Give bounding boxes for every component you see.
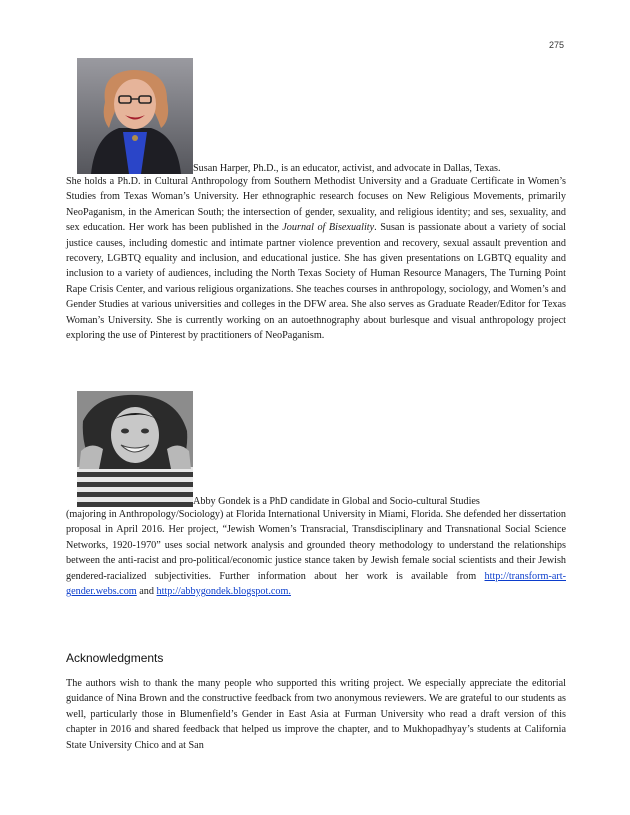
bio-text: (majoring in Anthropology/Sociology) at Florida International University in Miami, Florida. She defended her dissertation proposal in April 2016. Her project, “Jewish Women’s Transracial, Transdisciplinary and Transnational Social Science Networks, 1920-1970” uses social network analysis and grounded theory methodology to understand the relationships between the anti-racist and pro-political/economic justice stance taken by Jewish female social scientists and their Jewish gendered-racialized subjectivities. Further information about her work is available from xyxy=(66,509,566,582)
portrait-photo-susan-harper xyxy=(77,58,193,174)
bio-lead-sentence: Abby Gondek is a PhD candidate in Global and Socio-cultural Studies xyxy=(193,496,480,507)
acknowledgments-section xyxy=(66,676,566,753)
bio-text-part-1: She holds a Ph.D. in Cultural Anthropology from Southern Methodist University and a Graduate Certificate in Women’s Studies from Texas Woman’s University. Her ethnographic research focuses on New Religious Movements, primarily NeoPaganism, in the American South; the intersection of gender, sexuality, and religious identity; and ses, sexuality, and sex education. Her work has been published in the xyxy=(66,176,566,234)
bio-photo-row xyxy=(66,58,566,174)
portrait-image xyxy=(77,391,193,507)
bio-abby-gondek xyxy=(66,391,566,599)
bio-body xyxy=(66,174,566,343)
portrait-photo-abby-gondek xyxy=(77,391,193,507)
link-transform-art-gender[interactable]: http://transform-art-gender.webs.com xyxy=(66,570,566,598)
link-abby-gondek-blog[interactable]: http://abbygondek.blogspot.com. xyxy=(156,586,291,598)
bio-photo-row xyxy=(66,391,566,507)
bio-text-part-2: . Susan is passionate about a variety of social justice causes, including domestic and intimate partner violence prevention and recovery, sexual assault prevention and recovery, LGBTQ equality and inclusion, and educational justice. She has given presentations on LGBTQ equality and inclusion to a variety of audiences, including the North Texas Society of Human Resource Managers, The Turning Point Rape Crisis Center, and various religious organizations. She teaches courses in anthropology, sociology, and Women’s and Gender Studies at various universities and colleges in the DFW area. She also serves as Graduate Reader/Editor for Texas Woman’s University. She is currently working on an autoethnography about burlesque and visual anthropology project exploring the use of Pinterest by practitioners of NeoPaganism. xyxy=(66,222,566,342)
bio-body xyxy=(66,507,566,599)
bio-lead-sentence: Susan Harper, Ph.D., is an educator, activist, and advocate in Dallas, Texas. xyxy=(193,163,501,174)
page-number: 275 xyxy=(548,40,564,50)
acknowledgments-text: The authors wish to thank the many people who supported this writing project. We especially appreciate the editorial guidance of Nina Brown and the constructive feedback from two anonymous reviewers. We are grateful to our students as well, particularly those in Blumenfield’s Gender in East Asia at Furman University who read a draft version of this chapter in 2016 and shared feedback that helped us improve the chapter, and to Mukhopadhyay’s students at California State University Chico and at San xyxy=(66,678,566,751)
portrait-image xyxy=(77,58,193,174)
journal-title: Journal of Bisexuality xyxy=(282,222,375,234)
link-joiner: and xyxy=(136,586,157,598)
acknowledgments-heading: Acknowledgments xyxy=(66,651,164,665)
bio-susan-harper xyxy=(66,58,566,343)
